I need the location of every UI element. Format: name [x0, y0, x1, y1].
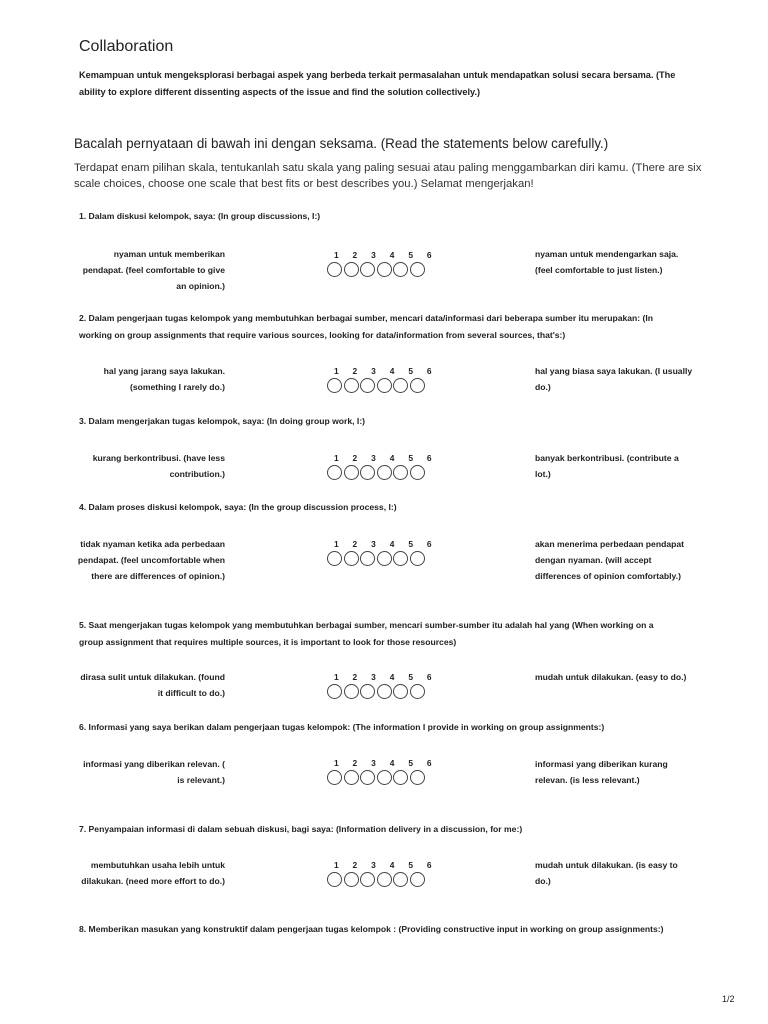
question-5-text: 5. Saat mengerjakan tugas kelompok yang membutuhkan berbagai sumber, mencari sumber-sumber itu adalah hal yang (When working on a group assignment that requires multiple sources, it is important to look for those resources) [79, 620, 654, 647]
q5-option-6-radio[interactable] [410, 684, 425, 699]
question-3-right-label: banyak berkontribusi. (contribute a lot.) [535, 453, 679, 479]
q6-option-3-radio[interactable] [360, 770, 375, 785]
q2-option-2-radio[interactable] [344, 378, 359, 393]
question-1-scale [327, 250, 439, 277]
question-6-left-label: informasi yang diberikan relevan. ( is relevant.) [83, 759, 225, 785]
scale-number: 3 [371, 860, 376, 870]
q1-option-5-radio[interactable] [393, 262, 408, 277]
q7-option-1-radio[interactable] [327, 872, 342, 887]
question-4-right-label: akan menerima perbedaan pendapat dengan nyaman. (will accept differences of opinion comfortably.) [535, 539, 685, 581]
question-5-left-label: dirasa sulit untuk dilakukan. (found it difficult to do.) [80, 672, 225, 698]
scale-number: 1 [333, 366, 339, 376]
q1-option-1-radio[interactable] [327, 262, 342, 277]
q7-option-3-radio[interactable] [360, 872, 375, 887]
scale-number: 5 [408, 758, 413, 768]
scale-number: 5 [408, 672, 413, 682]
q2-option-1-radio[interactable] [327, 378, 342, 393]
scale-number: 6 [426, 366, 432, 376]
q7-option-2-radio[interactable] [344, 872, 359, 887]
instructions-heading: Bacalah pernyataan di bawah ini dengan seksama. (Read the statements below carefully.) [74, 136, 609, 151]
question-3-text: 3. Dalam mengerjakan tugas kelompok, saya: (In doing group work, I:) [79, 416, 366, 426]
q5-option-2-radio[interactable] [344, 684, 359, 699]
question-1-right-label: nyaman untuk mendengarkan saja. (feel comfortable to just listen.) [535, 249, 679, 275]
question-5-right-label: mudah untuk dilakukan. (easy to do.) [535, 672, 687, 682]
question-6-text: 6. Informasi yang saya berikan dalam pengerjaan tugas kelompok: (The information I provide in working on group assignments:) [79, 722, 605, 732]
scale-number: 2 [352, 366, 358, 376]
question-3-left-label: kurang berkontribusi. (have less contribution.) [92, 453, 225, 479]
q5-option-5-radio[interactable] [393, 684, 408, 699]
q4-option-3-radio[interactable] [360, 551, 375, 566]
question-7-text: 7. Penyampaian informasi di dalam sebuah diskusi, bagi saya: (Information delivery in a discussion, for me:) [79, 824, 523, 834]
q2-option-6-radio[interactable] [410, 378, 425, 393]
instructions-text: Terdapat enam pilihan skala, tentukanlah satu skala yang paling sesuai atau paling menggambarkan diri kamu. (There are six scale choices, choose one scale that best fits or best describes you.) Selamat mengerjakan! [74, 162, 702, 190]
scale-number: 2 [352, 758, 358, 768]
question-2-left-label: hal yang jarang saya lakukan. (something I rarely do.) [103, 366, 225, 392]
scale-number: 5 [408, 366, 413, 376]
q7-option-5-radio[interactable] [393, 872, 408, 887]
q4-option-5-radio[interactable] [393, 551, 408, 566]
q6-option-4-radio[interactable] [377, 770, 392, 785]
q1-option-2-radio[interactable] [344, 262, 359, 277]
scale-number: 4 [389, 860, 395, 870]
question-4-left-label: tidak nyaman ketika ada perbedaan pendapat. (feel uncomfortable when there are differences of opinion.) [77, 539, 225, 581]
q1-option-6-radio[interactable] [410, 262, 425, 277]
scale-number: 5 [408, 250, 413, 260]
scale-number: 6 [426, 453, 432, 463]
q2-option-3-radio[interactable] [360, 378, 375, 393]
question-6-scale [327, 758, 439, 785]
scale-number: 6 [426, 672, 432, 682]
question-4-scale [327, 539, 439, 566]
scale-number: 3 [371, 539, 376, 549]
question-2-text: 2. Dalam pengerjaan tugas kelompok yang membutuhkan berbagai sumber, mencari data/informasi dari beberapa sumber itu merupakan: (In working on group assignments that require various sources, looking for data/information from several sources, that's:) [79, 313, 654, 340]
q3-option-6-radio[interactable] [410, 465, 425, 480]
q3-option-5-radio[interactable] [393, 465, 408, 480]
scale-number: 3 [371, 366, 376, 376]
question-5-scale [327, 672, 439, 699]
question-7-right-label: mudah untuk dilakukan. (is easy to do.) [535, 860, 678, 886]
scale-number: 1 [333, 758, 339, 768]
scale-number: 1 [333, 453, 339, 463]
q4-option-4-radio[interactable] [377, 551, 392, 566]
scale-number: 2 [352, 860, 358, 870]
scale-number: 4 [389, 250, 395, 260]
question-8-text: 8. Memberikan masukan yang konstruktif dalam pengerjaan tugas kelompok : (Providing constructive input in working on group assignments:) [79, 924, 664, 934]
q5-option-3-radio[interactable] [360, 684, 375, 699]
q3-option-3-radio[interactable] [360, 465, 375, 480]
q6-option-1-radio[interactable] [327, 770, 342, 785]
question-1-left-label: nyaman untuk memberikan pendapat. (feel comfortable to give an opinion.) [82, 249, 225, 291]
question-6-right-label: informasi yang diberikan kurang relevan. (is less relevant.) [535, 759, 668, 785]
scale-number: 1 [333, 672, 339, 682]
question-1-text: 1. Dalam diskusi kelompok, saya: (In group discussions, I:) [79, 211, 321, 221]
scale-number: 4 [389, 758, 395, 768]
scale-number: 3 [371, 453, 376, 463]
scale-number: 2 [352, 453, 358, 463]
scale-number: 2 [352, 539, 358, 549]
scale-number: 5 [408, 539, 413, 549]
q4-option-2-radio[interactable] [344, 551, 359, 566]
scale-number: 4 [389, 366, 395, 376]
page-number: 1/2 [722, 994, 735, 1004]
q6-option-6-radio[interactable] [410, 770, 425, 785]
q2-option-4-radio[interactable] [377, 378, 392, 393]
scale-number: 1 [333, 539, 339, 549]
question-3-scale [327, 453, 439, 480]
scale-number: 3 [371, 250, 376, 260]
scale-number: 6 [426, 860, 432, 870]
q3-option-2-radio[interactable] [344, 465, 359, 480]
question-2-right-label: hal yang biasa saya lakukan. (I usually do.) [535, 366, 693, 392]
scale-number: 6 [426, 758, 432, 768]
q3-option-1-radio[interactable] [327, 465, 342, 480]
question-7-left-label: membutuhkan usaha lebih untuk dilakukan. (need more effort to do.) [81, 860, 225, 886]
section-description: Kemampuan untuk mengeksplorasi berbagai aspek yang berbeda terkait permasalahan untuk mendapatkan solusi secara bersama. (The ability to explore different dissenting aspects of the issue and find the solution collectively.) [79, 70, 676, 97]
q3-option-4-radio[interactable] [377, 465, 392, 480]
q5-option-1-radio[interactable] [327, 684, 342, 699]
scale-number: 2 [352, 250, 358, 260]
q4-option-6-radio[interactable] [410, 551, 425, 566]
scale-number: 6 [426, 250, 432, 260]
question-4-text: 4. Dalam proses diskusi kelompok, saya: (In the group discussion process, I:) [79, 502, 397, 512]
scale-number: 3 [371, 672, 376, 682]
scale-number: 1 [333, 250, 339, 260]
scale-number: 2 [352, 672, 358, 682]
scale-number: 1 [333, 860, 339, 870]
scale-number: 6 [426, 539, 432, 549]
q2-option-5-radio[interactable] [393, 378, 408, 393]
q1-option-4-radio[interactable] [377, 262, 392, 277]
scale-number: 4 [389, 453, 395, 463]
q6-option-2-radio[interactable] [344, 770, 359, 785]
q7-option-6-radio[interactable] [410, 872, 425, 887]
scale-number: 4 [389, 539, 395, 549]
section-title: Collaboration [79, 38, 174, 55]
scale-number: 4 [389, 672, 395, 682]
q4-option-1-radio[interactable] [327, 551, 342, 566]
q6-option-5-radio[interactable] [393, 770, 408, 785]
scale-number: 5 [408, 860, 413, 870]
scale-number: 3 [371, 758, 376, 768]
question-7-scale [327, 860, 439, 887]
scale-number: 5 [408, 453, 413, 463]
q1-option-3-radio[interactable] [360, 262, 375, 277]
q5-option-4-radio[interactable] [377, 684, 392, 699]
q7-option-4-radio[interactable] [377, 872, 392, 887]
question-2-scale [327, 366, 439, 393]
